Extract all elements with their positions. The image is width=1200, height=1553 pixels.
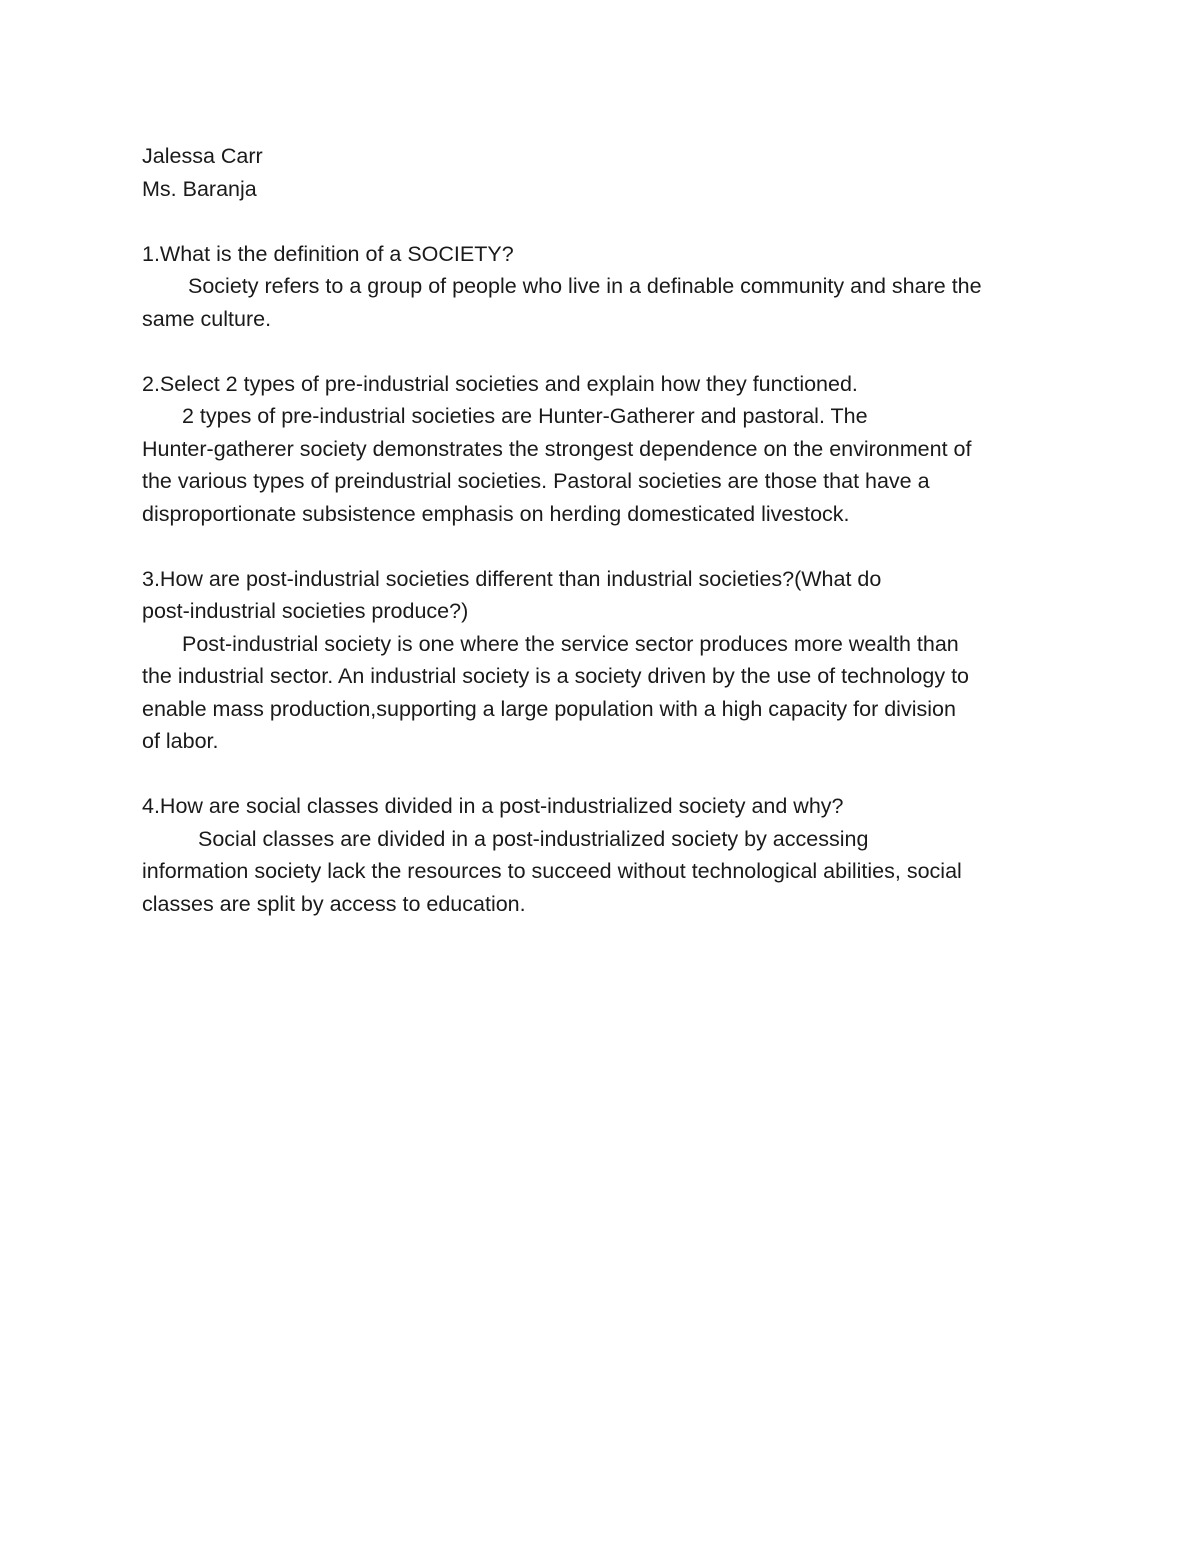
- answer-2: [142, 400, 1072, 530]
- answer-4-line-3: classes are split by access to education.: [142, 891, 526, 916]
- spacer: [142, 335, 1072, 368]
- question-3-line-2: post-industrial societies produce?): [142, 599, 469, 623]
- question-2: 2.Select 2 types of pre-industrial societies and explain how they functioned.: [142, 371, 858, 396]
- spacer: [142, 530, 1072, 563]
- spacer: [142, 205, 1072, 238]
- answer-1-line-2: same culture.: [142, 306, 272, 331]
- student-name: Jalessa Carr: [142, 144, 263, 168]
- spacer: [142, 758, 1072, 791]
- answer-2-line-2: Hunter-gatherer society demonstrates the strongest dependence on the environment of: [142, 436, 972, 461]
- answer-4: [142, 823, 1072, 921]
- question-4: 4.How are social classes divided in a post-industrialized society and why?: [142, 794, 844, 818]
- document-body: [142, 140, 1072, 920]
- answer-3-line-1: Post-industrial society is one where the service sector produces more wealth than: [182, 631, 959, 656]
- answer-3-line-2: the industrial sector. An industrial society is a society driven by the use of technology to: [142, 664, 970, 688]
- answer-4-line-1: Social classes are divided in a post-industrialized society by accessing: [198, 826, 869, 851]
- answer-4-line-2: information society lack the resources to succeed without technological abilities, social: [142, 859, 962, 883]
- answer-2-line-3: the various types of preindustrial societies. Pastoral societies are those that have a: [142, 469, 930, 493]
- teacher-name: Ms. Baranja: [142, 176, 257, 201]
- answer-2-line-4: disproportionate subsistence emphasis on herding domesticated livestock.: [142, 501, 850, 526]
- answer-3-line-4: of labor.: [142, 729, 219, 753]
- question-3-line-1: 3.How are post-industrial societies different than industrial societies?(What do: [142, 566, 882, 591]
- answer-3: [142, 628, 1072, 758]
- answer-2-line-1: 2 types of pre-industrial societies are Hunter-Gatherer and pastoral. The: [182, 404, 868, 428]
- answer-3-line-3: enable mass production,supporting a large population with a high capacity for division: [142, 696, 956, 721]
- answer-1: [142, 270, 1072, 335]
- answer-1-line-1: Society refers to a group of people who live in a definable community and share the: [188, 274, 982, 298]
- question-1: 1.What is the definition of a SOCIETY?: [142, 241, 514, 266]
